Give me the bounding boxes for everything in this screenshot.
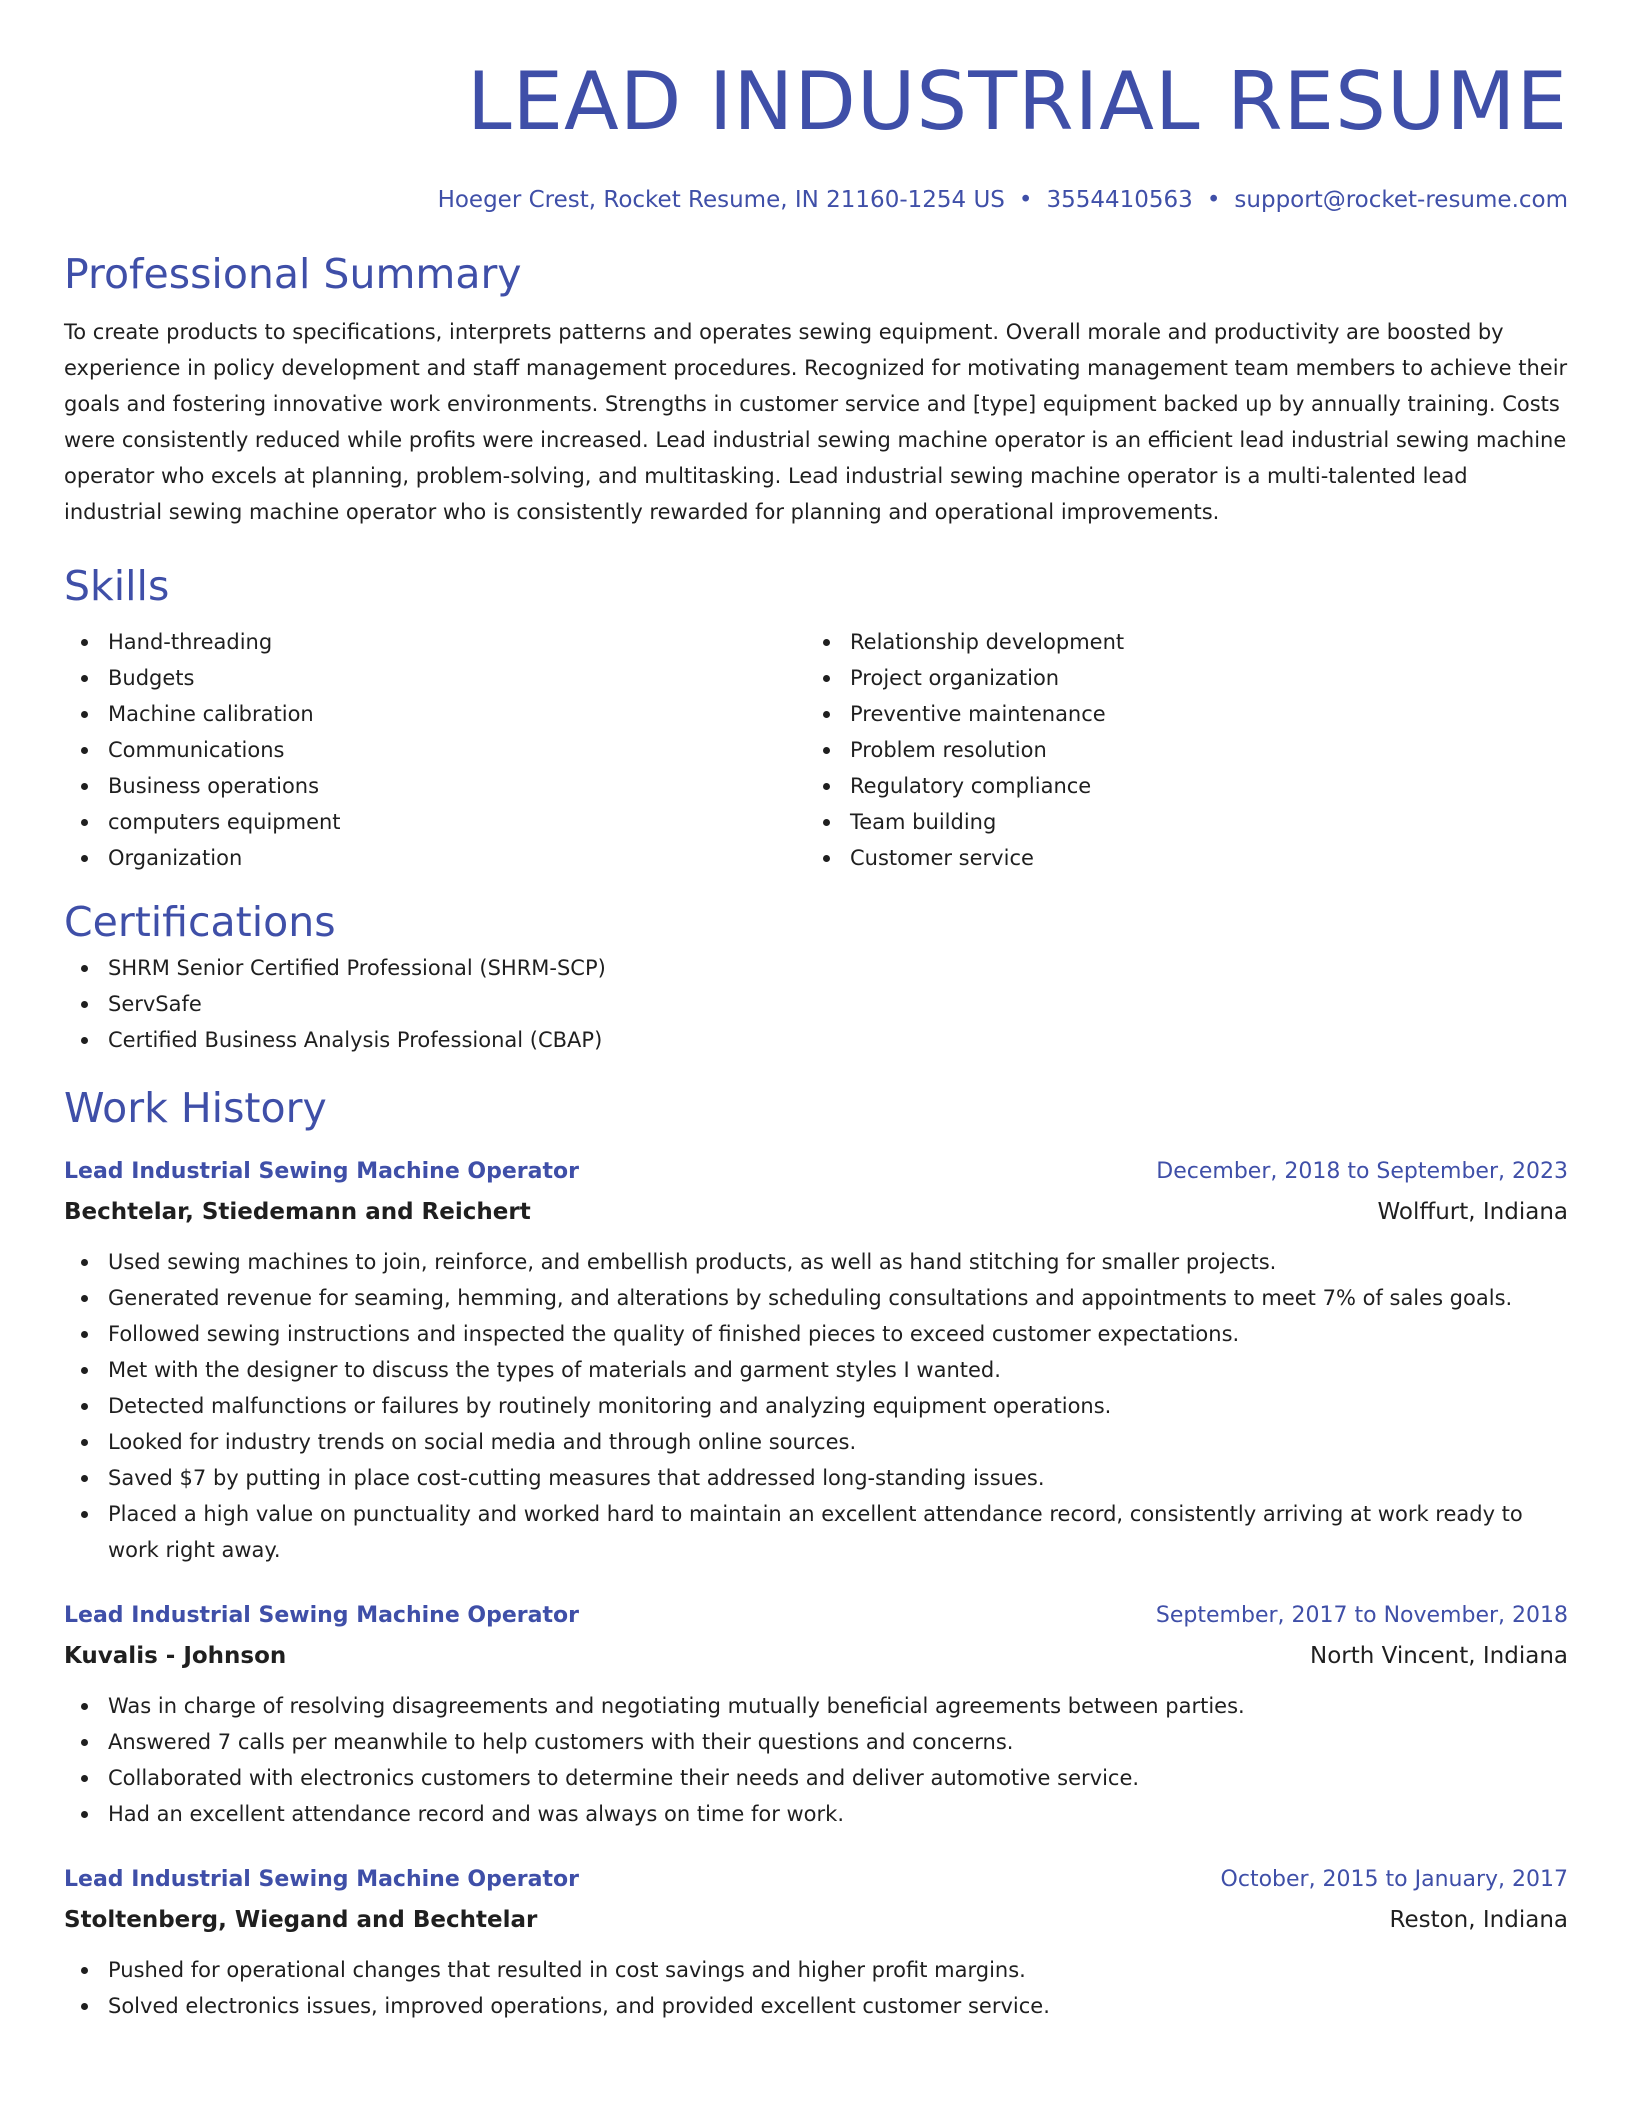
certification-item: ServSafe <box>64 986 1568 1022</box>
skill-item: Hand-threading <box>64 624 806 660</box>
job-company-row <box>64 1636 1568 1676</box>
job-header-row <box>64 1860 1568 1900</box>
job-duty-item: Looked for industry trends on social media and through online sources. <box>64 1424 1568 1460</box>
job-duties-list <box>64 1244 1568 1568</box>
certification-item: Certified Business Analysis Professional (CBAP) <box>64 1022 1568 1058</box>
skill-item: Regulatory compliance <box>806 768 1548 804</box>
job-location: Wolffurt, Indiana <box>1377 1199 1568 1225</box>
certifications-list <box>64 950 1568 1058</box>
job-duty-item: Generated revenue for seaming, hemming, and alterations by scheduling consultations and appointments to meet 7% of sales goals. <box>64 1280 1568 1316</box>
job-duty-item: Detected malfunctions or failures by routinely monitoring and analyzing equipment operations. <box>64 1388 1568 1424</box>
job-duty-item: Saved $7 by putting in place cost-cutting measures that addressed long-standing issues. <box>64 1460 1568 1496</box>
job-location: Reston, Indiana <box>1389 1907 1568 1933</box>
job-duty-item: Pushed for operational changes that resulted in cost savings and higher profit margins. <box>64 1952 1568 1988</box>
work-history-heading: Work History <box>64 1084 327 1132</box>
skills-list-right <box>806 624 1548 876</box>
skill-item: Customer service <box>806 840 1548 876</box>
contact-line <box>64 184 1568 216</box>
job-company: Kuvalis - Johnson <box>64 1643 287 1669</box>
job-header-row <box>64 1596 1568 1636</box>
resume-header <box>64 52 1568 216</box>
job-location: North Vincent, Indiana <box>1310 1643 1568 1669</box>
job-entry <box>64 1860 1568 2024</box>
job-title: Lead Industrial Sewing Machine Operator <box>64 1603 579 1628</box>
contact-separator: • <box>1018 187 1033 213</box>
contact-email: support@rocket-resume.com <box>1234 187 1568 213</box>
job-company-row <box>64 1192 1568 1232</box>
job-duty-item: Had an excellent attendance record and was always on time for work. <box>64 1796 1568 1832</box>
job-company: Bechtelar, Stiedemann and Reichert <box>64 1199 531 1225</box>
job-duties-list <box>64 1952 1568 2024</box>
skill-item: computers equipment <box>64 804 806 840</box>
skill-item: Organization <box>64 840 806 876</box>
job-entry <box>64 1152 1568 1568</box>
job-dates: October, 2015 to January, 2017 <box>1220 1867 1568 1892</box>
summary-text: To create products to specifications, interprets patterns and operates sewing equipment. Overall morale and productivity are boosted by experience in policy development and staff management procedures. Recognized for motivating management team members to achieve their goals and fostering innovative work environments. Strengths in customer service and [type] equipment backed up by annually training. Costs were consistently reduced while profits were increased. Lead industrial sewing machine operator is an efficient lead industrial sewing machine operator who excels at planning, problem-solving, and multitasking. Lead industrial sewing machine operator is a multi-talented lead industrial sewing machine operator who is consistently rewarded for planning and operational improvements. <box>64 320 1568 524</box>
summary-heading: Professional Summary <box>64 250 522 298</box>
skill-item: Preventive maintenance <box>806 696 1548 732</box>
skill-item: Team building <box>806 804 1548 840</box>
contact-address: Hoeger Crest, Rocket Resume, IN 21160-1254 US <box>437 187 1005 213</box>
job-duty-item: Placed a high value on punctuality and worked hard to maintain an excellent attendance record, consistently arriving at work ready to work right away. <box>64 1496 1568 1568</box>
job-duty-item: Used sewing machines to join, reinforce, and embellish products, as well as hand stitching for smaller projects. <box>64 1244 1568 1280</box>
job-entry <box>64 1596 1568 1832</box>
job-company: Stoltenberg, Wiegand and Bechtelar <box>64 1907 538 1933</box>
job-title: Lead Industrial Sewing Machine Operator <box>64 1867 579 1892</box>
certifications-heading: Certifications <box>64 898 336 946</box>
job-dates: December, 2018 to September, 2023 <box>1156 1159 1568 1184</box>
job-duty-item: Solved electronics issues, improved operations, and provided excellent customer service. <box>64 1988 1568 2024</box>
job-duty-item: Followed sewing instructions and inspected the quality of finished pieces to exceed customer expectations. <box>64 1316 1568 1352</box>
skill-item: Communications <box>64 732 806 768</box>
job-duty-item: Answered 7 calls per meanwhile to help customers with their questions and concerns. <box>64 1724 1568 1760</box>
skill-item: Machine calibration <box>64 696 806 732</box>
skills-list-left <box>64 624 806 876</box>
job-duty-item: Was in charge of resolving disagreements and negotiating mutually beneficial agreements between parties. <box>64 1688 1568 1724</box>
job-duties-list <box>64 1688 1568 1832</box>
skill-item: Problem resolution <box>806 732 1548 768</box>
skills-heading: Skills <box>64 562 170 610</box>
skill-item: Budgets <box>64 660 806 696</box>
job-duty-item: Collaborated with electronics customers to determine their needs and deliver automotive service. <box>64 1760 1568 1796</box>
resume-name: LEAD INDUSTRIAL RESUME <box>466 55 1568 148</box>
contact-separator: • <box>1206 187 1221 213</box>
skill-item: Business operations <box>64 768 806 804</box>
job-title: Lead Industrial Sewing Machine Operator <box>64 1159 579 1184</box>
job-company-row <box>64 1900 1568 1940</box>
job-duty-item: Met with the designer to discuss the types of materials and garment styles I wanted. <box>64 1352 1568 1388</box>
skills-columns <box>64 624 1568 876</box>
skill-item: Relationship development <box>806 624 1548 660</box>
job-dates: September, 2017 to November, 2018 <box>1155 1603 1568 1628</box>
job-header-row <box>64 1152 1568 1192</box>
certification-item: SHRM Senior Certified Professional (SHRM-SCP) <box>64 950 1568 986</box>
skill-item: Project organization <box>806 660 1548 696</box>
contact-phone: 3554410563 <box>1046 187 1193 213</box>
